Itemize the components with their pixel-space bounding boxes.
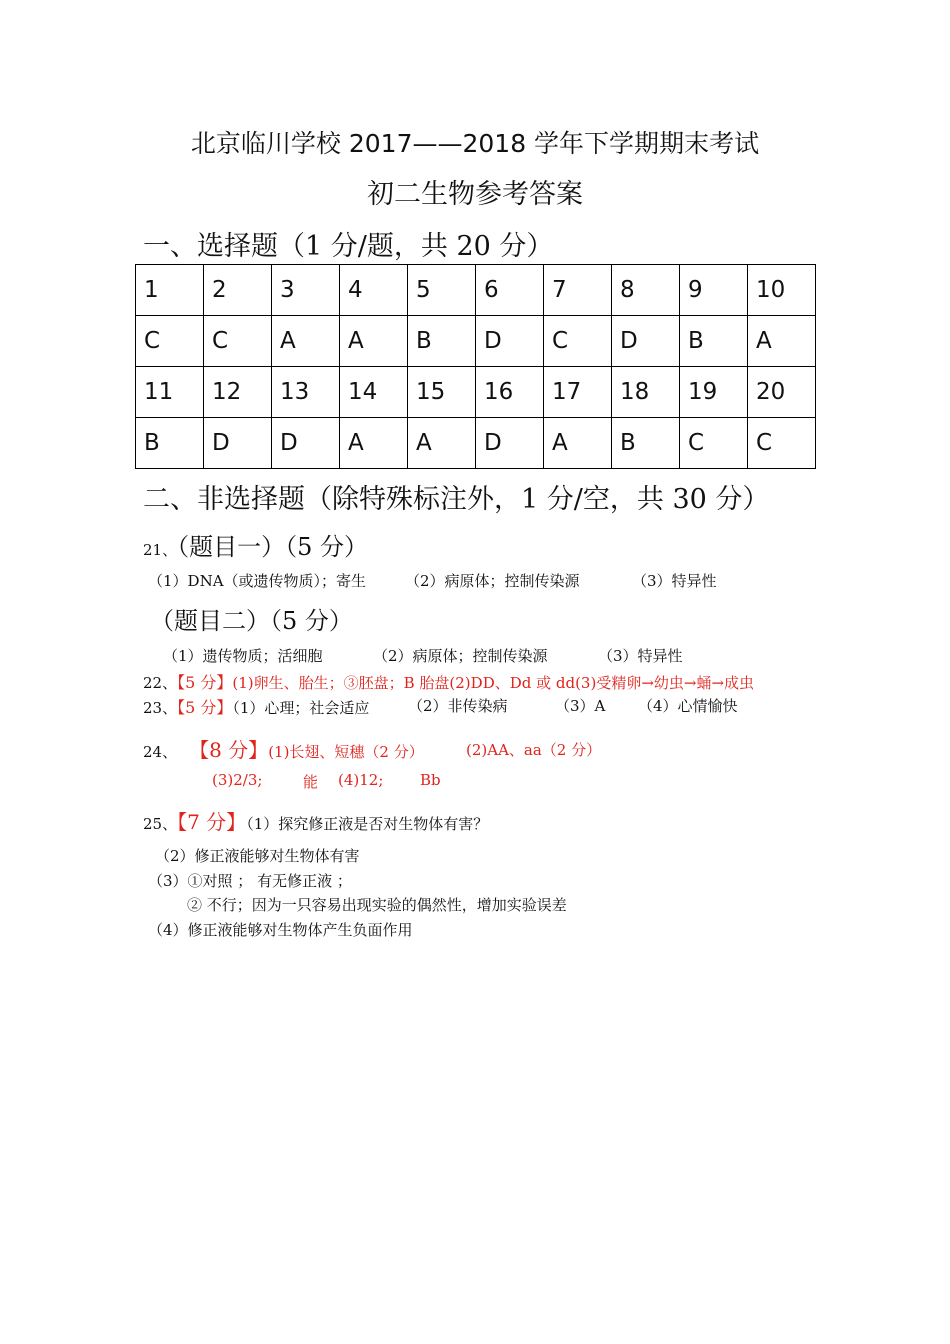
q21-answer-1c: （3）特异性 <box>632 572 717 590</box>
q21-answer-2c: （3）特异性 <box>598 647 683 665</box>
q24-number: 24、 <box>143 743 178 761</box>
question-number-cell: 18 <box>612 367 680 418</box>
answer-cell: B <box>612 418 680 469</box>
q23-line <box>143 695 369 718</box>
question-number-row <box>136 367 816 418</box>
answer-key-subtitle: 初二生物参考答案 <box>367 179 583 210</box>
q25-number: 25、 <box>143 815 178 833</box>
question-number-cell: 5 <box>408 265 476 316</box>
q25-answer-1: （1）探究修正液是否对生物体有害？ <box>246 815 489 833</box>
q24-score: 【8 分】 <box>199 738 269 762</box>
q21-header <box>143 527 368 562</box>
q21-answer-1b: （2）病原体；控制传染源 <box>405 572 580 590</box>
q24-answer-b: (2)AA、aa（2 分） <box>466 741 602 759</box>
answer-table <box>135 264 816 469</box>
q22-number: 22、 <box>143 674 178 692</box>
q21-subheading-2: （题目二）（5 分） <box>150 607 353 635</box>
question-number-cell: 13 <box>272 367 340 418</box>
answer-row <box>136 316 816 367</box>
q22-line <box>143 670 754 693</box>
question-number-cell: 8 <box>612 265 680 316</box>
question-number-cell: 1 <box>136 265 204 316</box>
q21-answer-1a: （1）DNA（或遗传物质）；寄生 <box>148 572 367 590</box>
exam-title: 北京临川学校 2017——2018 学年下学期期末考试 <box>190 129 760 158</box>
question-number-cell: 14 <box>340 367 408 418</box>
q24-answer-a: (1)长翅、短穗（2 分） <box>268 743 424 761</box>
question-number-row <box>136 265 816 316</box>
question-number-cell: 6 <box>476 265 544 316</box>
q25-answer-3: （3）①对照 ； 有无修正液 ； <box>148 872 352 890</box>
answer-cell: D <box>204 418 272 469</box>
q25-answer-4: （4）修正液能够对生物体产生负面作用 <box>148 921 413 939</box>
q23-answer-d: （4）心情愉快 <box>638 697 738 715</box>
q24-answer-c: (3)2/3; <box>212 771 263 789</box>
answer-cell: C <box>204 316 272 367</box>
q24-answer-d: 能 <box>303 773 319 791</box>
q21-subheading-1: （题目一）（5 分） <box>177 533 368 561</box>
answer-cell: B <box>680 316 748 367</box>
q23-answer-b: （2）非传染病 <box>408 697 508 715</box>
answer-cell: C <box>544 316 612 367</box>
answer-cell: D <box>272 418 340 469</box>
question-number-cell: 2 <box>204 265 272 316</box>
q23-answer-c: （3）A <box>555 697 606 715</box>
question-number-cell: 15 <box>408 367 476 418</box>
q22-score: 【5 分】 <box>177 673 233 692</box>
q25-answer-3-2: ② 不行；因为一只容易出现实验的偶然性，增加实验误差 <box>187 896 567 914</box>
answer-cell: A <box>748 316 816 367</box>
answer-cell: B <box>136 418 204 469</box>
section2-heading: 二、非选择题（除特殊标注外，1 分/空，共 30 分） <box>143 484 770 515</box>
answer-row <box>136 418 816 469</box>
q23-answer-a: （1）心理；社会适应 <box>232 699 370 717</box>
answer-cell: C <box>136 316 204 367</box>
section1-heading: 一、选择题（1 分/题，共 20 分） <box>143 231 554 262</box>
question-number-cell: 7 <box>544 265 612 316</box>
answer-cell: A <box>340 316 408 367</box>
answer-cell: A <box>544 418 612 469</box>
answer-cell: A <box>408 418 476 469</box>
answer-cell: B <box>408 316 476 367</box>
answer-cell: A <box>340 418 408 469</box>
q21-number: 21、 <box>143 541 178 559</box>
question-number-cell: 3 <box>272 265 340 316</box>
question-number-cell: 12 <box>204 367 272 418</box>
answer-cell: D <box>612 316 680 367</box>
question-number-cell: 4 <box>340 265 408 316</box>
answer-cell: C <box>748 418 816 469</box>
q25-answer-2: （2）修正液能够对生物体有害 <box>155 847 360 865</box>
question-number-cell: 11 <box>136 367 204 418</box>
question-number-cell: 9 <box>680 265 748 316</box>
q22-answer: (1)卵生、胎生；③胚盘；B 胎盘(2)DD、Dd 或 dd(3)受精卵→幼虫→蛹→成虫 <box>232 674 755 692</box>
q24-answer-f: Bb <box>420 771 441 789</box>
q24-line <box>143 734 424 763</box>
q25-line <box>143 806 488 835</box>
question-number-cell: 10 <box>748 265 816 316</box>
answer-cell: C <box>680 418 748 469</box>
q21-answer-2a: （1）遗传物质；活细胞 <box>163 647 323 665</box>
q25-score: 【7 分】 <box>177 810 247 834</box>
question-number-cell: 20 <box>748 367 816 418</box>
question-number-cell: 17 <box>544 367 612 418</box>
answer-cell: D <box>476 316 544 367</box>
answer-cell: A <box>272 316 340 367</box>
question-number-cell: 16 <box>476 367 544 418</box>
question-number-cell: 19 <box>680 367 748 418</box>
q23-score: 【5 分】 <box>177 698 233 717</box>
answer-cell: D <box>476 418 544 469</box>
q23-number: 23、 <box>143 699 178 717</box>
q24-answer-e: (4)12; <box>338 771 384 789</box>
q21-answer-2b: （2）病原体；控制传染源 <box>373 647 548 665</box>
